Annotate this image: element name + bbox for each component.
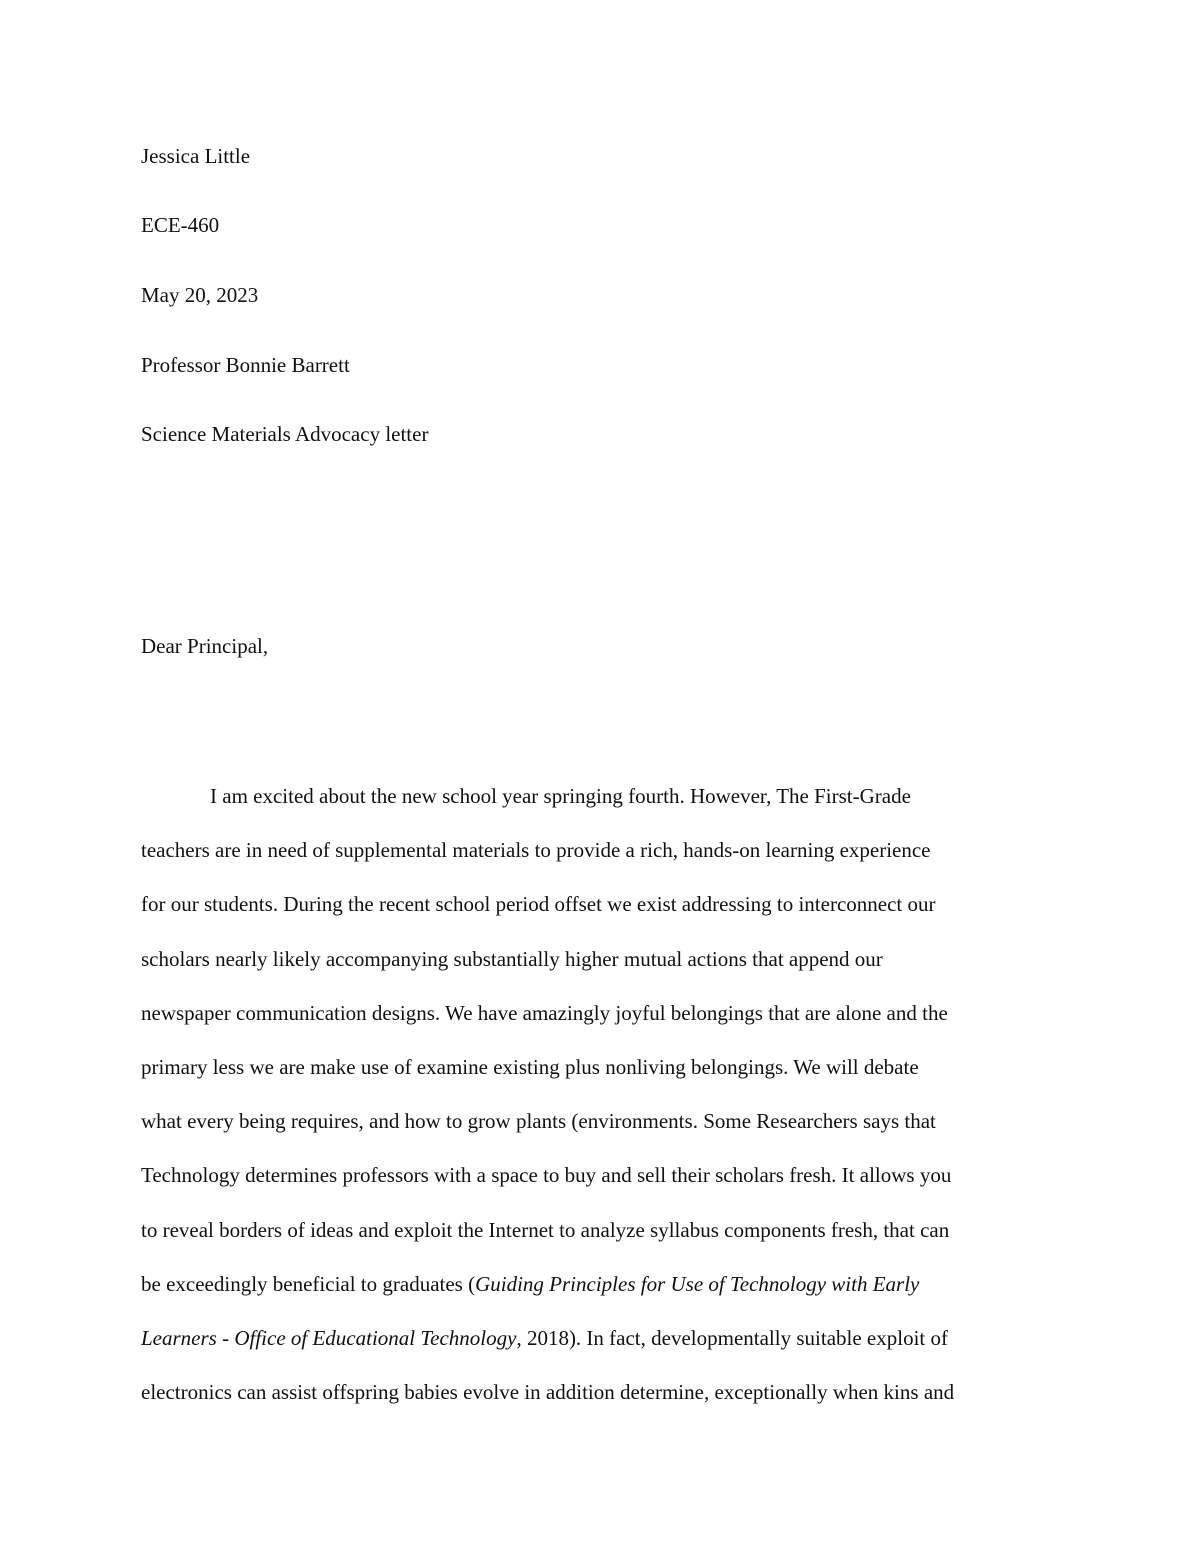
body-line: primary less we are make use of examine existing plus nonliving belongings. We will debate	[141, 1055, 919, 1080]
body-line: for our students. During the recent school period offset we exist addressing to interconnect our	[141, 892, 936, 917]
letter-date: May 20, 2023	[141, 283, 259, 307]
course-code: ECE-460	[141, 213, 220, 237]
citation-title: Learners - Office of Educational Technology	[141, 1326, 517, 1351]
salutation: Dear Principal,	[141, 634, 269, 658]
letter-body	[141, 769, 1057, 1419]
body-line: I am excited about the new school year springing fourth. However, The First-Grade	[210, 784, 911, 808]
body-text-segment: , 2018). In fact, developmentally suitable exploit of	[516, 1326, 948, 1351]
body-text-segment: be exceedingly beneficial to graduates (	[141, 1271, 476, 1296]
body-line: teachers are in need of supplemental materials to provide a rich, hands-on learning experience	[141, 838, 931, 863]
body-line: Technology determines professors with a space to buy and sell their scholars fresh. It allows you	[141, 1163, 952, 1188]
body-line: what every being requires, and how to grow plants (environments. Some Researchers says that	[141, 1109, 936, 1134]
body-line: newspaper communication designs. We have amazingly joyful belongings that are alone and the	[141, 1000, 948, 1025]
body-line: scholars nearly likely accompanying substantially higher mutual actions that append our	[141, 946, 883, 971]
body-line	[141, 1311, 1057, 1365]
body-line	[141, 1257, 1057, 1311]
body-line: electronics can assist offspring babies evolve in addition determine, exceptionally when kins and	[141, 1380, 955, 1405]
letter-title: Science Materials Advocacy letter	[141, 422, 429, 446]
author-name: Jessica Little	[141, 144, 251, 168]
body-line: to reveal borders of ideas and exploit the Internet to analyze syllabus components fresh, that can	[141, 1217, 950, 1242]
professor-name: Professor Bonnie Barrett	[141, 353, 350, 377]
citation-title: Guiding Principles for Use of Technology with Early	[475, 1271, 920, 1296]
